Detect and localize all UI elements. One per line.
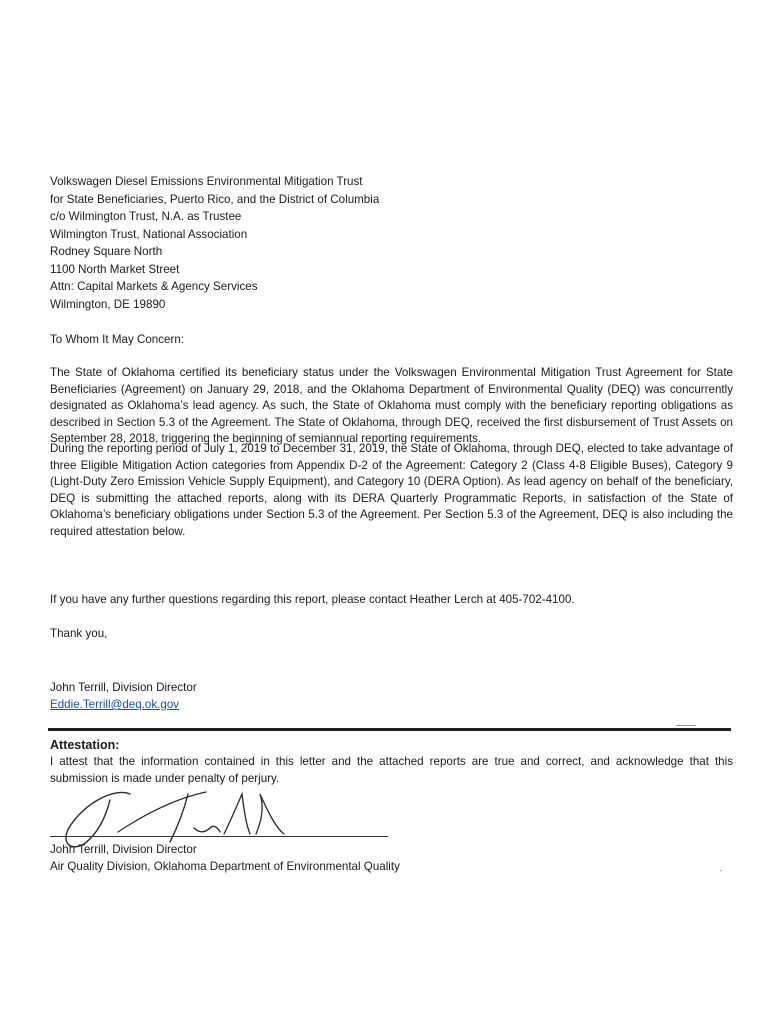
body-paragraph-contact: If you have any further questions regarding this report, please contact Heather Lerch at 405-702-4100. <box>50 593 575 606</box>
address-line: 1100 North Market Street <box>50 262 180 276</box>
body-paragraph-certification: The State of Oklahoma certified its beneficiary status under the Volkswagen Environmental Mitigation Trust Agreement for State Beneficiaries (Agreement) on January 29, 2018, and the Oklahoma Department of Environmental Quality (DEQ) was concurrently designated as Oklahoma’s lead agency. As such, the State of Oklahoma must comply with the beneficiary reporting obligations as described in Section 5.3 of the Agreement. The State of Oklahoma, through DEQ, received the first disbursement of Trust Assets on September 28, 2018, triggering the beginning of semiannual reporting requirements. <box>50 366 733 446</box>
signer-block <box>50 679 197 713</box>
attestation-title: Attestation: <box>50 738 120 752</box>
address-line: Volkswagen Diesel Emissions Environmental Mitigation Trust <box>50 175 363 188</box>
address-line: c/o Wilmington Trust, N.A. as Trustee <box>50 210 242 223</box>
address-line: Attn: Capital Markets & Agency Services <box>50 280 258 293</box>
signature-line <box>50 836 388 837</box>
signer-name-title: John Terrill, Division Director <box>50 681 197 694</box>
address-line: Wilmington Trust, National Association <box>50 227 248 241</box>
recipient-address-block <box>50 173 730 313</box>
attestation-text: I attest that the information contained in this letter and the attached reports are true and correct, and acknowledge that this submission is made under penalty of perjury. <box>50 755 733 785</box>
attestation-signer-block <box>50 841 400 875</box>
section-divider <box>48 728 731 731</box>
attestation-signer-name: John Terrill, Division Director <box>50 843 197 856</box>
attestation-signer-org: Air Quality Division, Oklahoma Department of Environmental Quality <box>50 860 400 873</box>
scan-speck <box>720 870 722 871</box>
scan-mark <box>676 725 696 726</box>
body-paragraph-reporting-period: During the reporting period of July 1, 2019 to December 31, 2019, the State of Oklahoma, through DEQ, elected to take advantage of three Eligible Mitigation Action categories from Appendix D-2 of the Agreement: Category 2 (Class 4-8 Eligible Buses), Category 9 (Light-Duty Zero Emission Vehicle Supply Equipment), and Category 10 (DERA Option). As lead agency on behalf of the beneficiary, DEQ is submitting the attached reports, along with its DERA Quarterly Programmatic Reports, in satisfaction of the State of Oklahoma’s beneficiary obligations under Section 5.3 of the Agreement. Per Section 5.3 of the Agreement, DEQ is also including the required attestation below. <box>50 442 733 538</box>
signer-email-link[interactable]: Eddie.Terrill@deq.ok.gov <box>50 698 180 711</box>
address-line: for State Beneficiaries, Puerto Rico, and the District of Columbia <box>50 192 380 206</box>
closing: Thank you, <box>50 627 108 640</box>
address-line: Rodney Square North <box>50 245 163 258</box>
salutation: To Whom It May Concern: <box>50 333 185 346</box>
address-line: Wilmington, DE 19890 <box>50 297 166 311</box>
